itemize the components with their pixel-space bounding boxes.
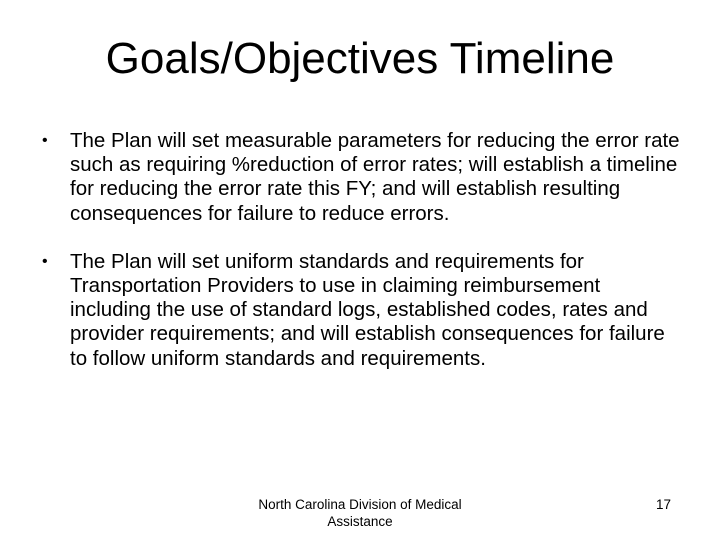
bullet-item [42, 129, 682, 226]
bullet-text: The Plan will set uniform standards and requirements for Transportation Providers to use in claiming reimbursement including the use of standard logs, established codes, rates and provider requirements; and will establish consequences for failure to follow uniform standards and requirements. [70, 249, 665, 370]
bullet-text: The Plan will set measurable parameters for reducing the error rate such as requiring %reduction of error rates; will establish a timeline for reducing the error rate this FY; and will establish resulting consequences for failure to reduce errors. [70, 129, 680, 225]
bullet-marker-icon: • [42, 132, 48, 149]
bullet-marker-icon: • [42, 252, 48, 270]
page-number: 17 [656, 497, 672, 512]
bullet-list [42, 129, 682, 395]
bullet-item [42, 250, 682, 371]
slide-title: Goals/Objectives Timeline [105, 34, 615, 83]
footer-organization: North Carolina Division of Medical Assistance [258, 497, 462, 529]
